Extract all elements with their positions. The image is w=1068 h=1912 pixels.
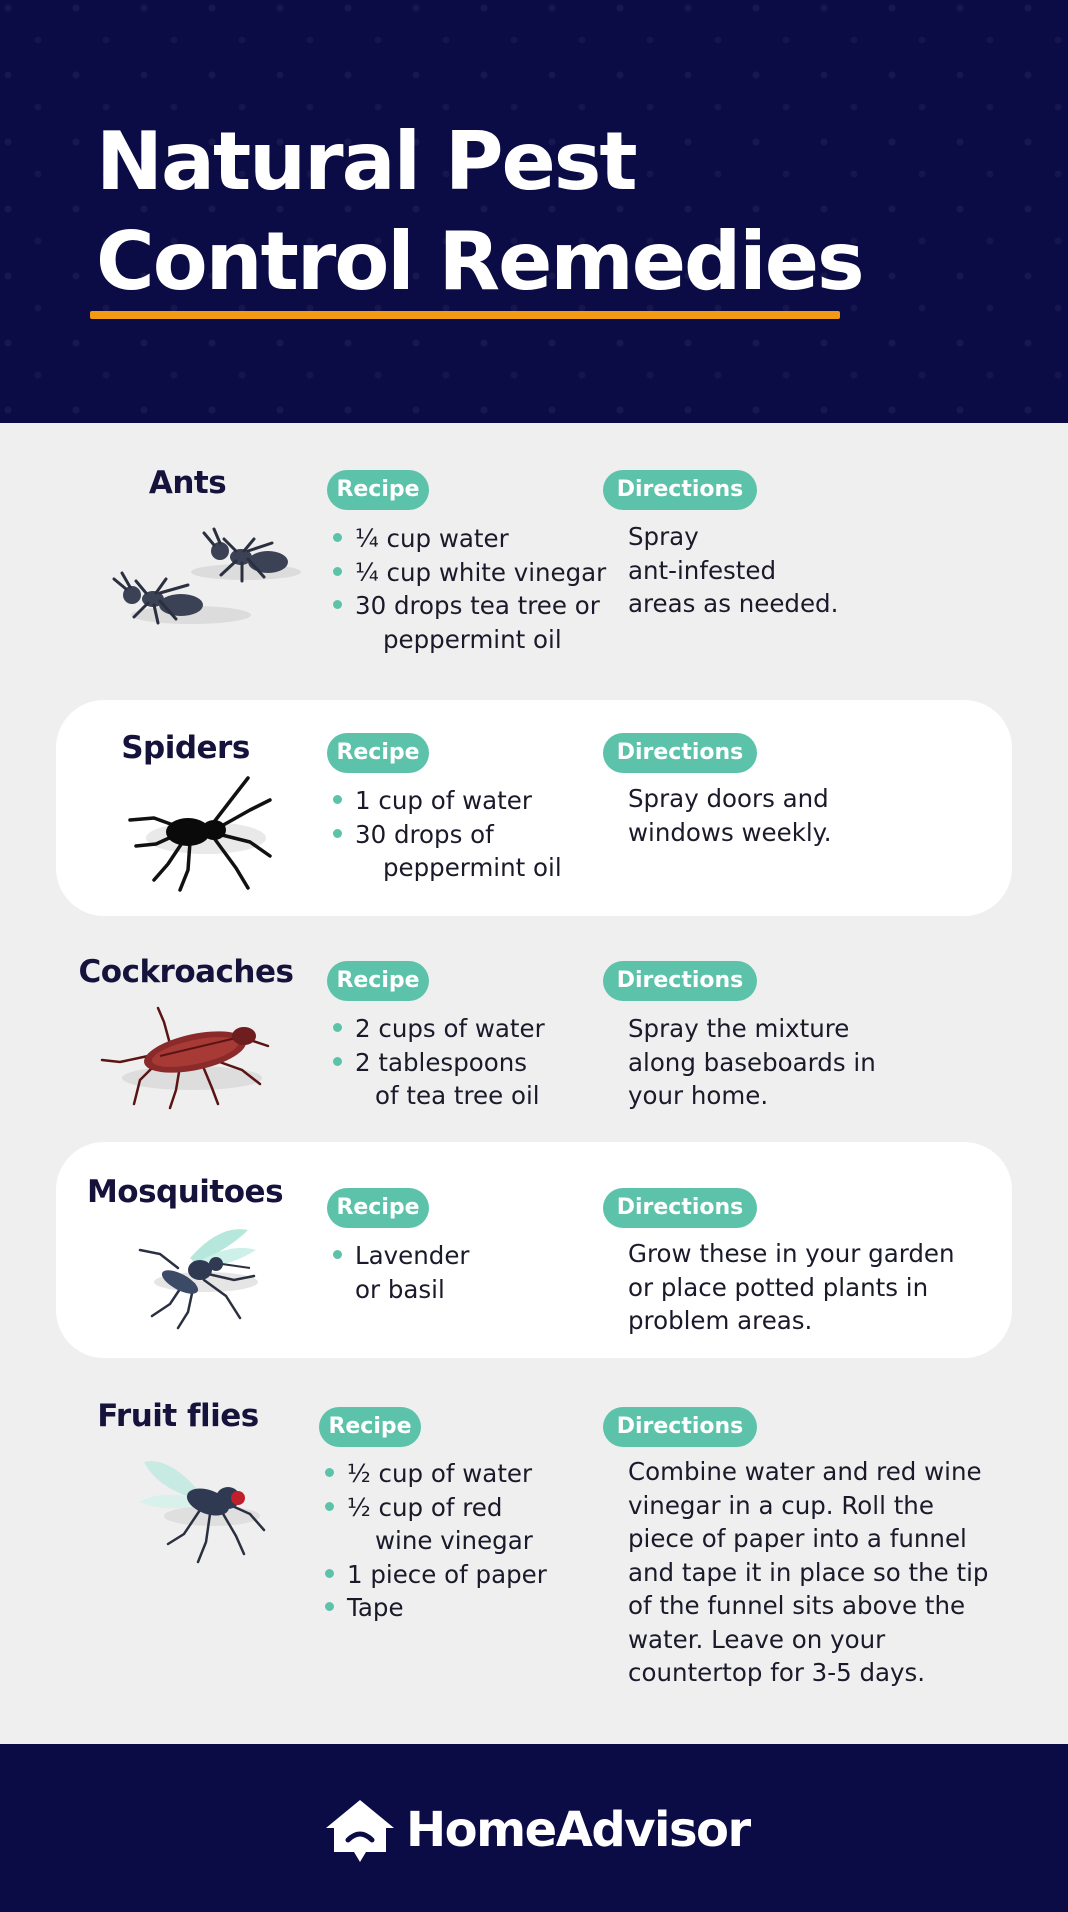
footer — [0, 1744, 1068, 1912]
list-item: 1 cup of water — [330, 784, 562, 818]
section-cockroaches — [0, 916, 1068, 1142]
recipe-label-ants: Recipe — [327, 470, 429, 510]
pest-name-ants: Ants — [148, 465, 227, 501]
recipe-label-spiders: Recipe — [327, 733, 429, 773]
recipe-label-mosquitoes: Recipe — [327, 1188, 429, 1228]
list-item: Tape — [322, 1591, 547, 1625]
list-item: 2 tablespoons — [330, 1046, 545, 1080]
directions-text-cockroaches: Spray the mixture along baseboards in your home. — [628, 1014, 876, 1110]
directions-label-cockroaches: Directions — [603, 961, 757, 1001]
header-banner — [0, 0, 1068, 423]
directions-text-ants: Spray ant-infested areas as needed. — [628, 522, 839, 618]
list-item: 30 drops of — [330, 818, 562, 852]
fruit-fly-icon — [138, 1450, 278, 1570]
page-title-line-1: Natural Pest — [96, 115, 636, 208]
recipe-label-cockroaches: Recipe — [327, 961, 429, 1001]
recipe-list-fruit-flies — [322, 1457, 547, 1625]
list-item: wine vinegar — [375, 1526, 533, 1555]
directions-text-spiders: Spray doors and windows weekly. — [628, 784, 832, 847]
pest-name-mosquitoes: Mosquitoes — [86, 1174, 284, 1210]
spider-icon — [126, 772, 286, 892]
section-mosquitoes — [0, 1142, 1068, 1358]
brand-name: HomeAdvisor — [406, 1802, 750, 1858]
list-item: 30 drops tea tree or — [330, 589, 606, 623]
directions-label-fruit-flies: Directions — [603, 1407, 757, 1447]
list-item: of tea tree oil — [375, 1081, 540, 1110]
list-item: ¼ cup water — [330, 522, 606, 556]
list-item: ½ cup of red — [322, 1491, 547, 1525]
cockroach-icon — [100, 1004, 280, 1114]
list-item: peppermint oil — [383, 624, 562, 654]
directions-text-fruit-flies: Combine water and red wine vinegar in a cup. Roll the piece of paper into a funnel and tape it in place so the tip of the funnel sits above the water. Leave on your countertop for 3-5 days. — [628, 1457, 989, 1687]
directions-text-mosquitoes: Grow these in your garden or place potted plants in problem areas. — [628, 1239, 955, 1335]
list-item: 2 cups of water — [330, 1012, 545, 1046]
section-fruit-flies — [0, 1358, 1068, 1744]
directions-label-ants: Directions — [603, 470, 757, 510]
list-item: ¼ cup white vinegar — [330, 556, 606, 590]
directions-label-spiders: Directions — [603, 733, 757, 773]
recipe-list-ants — [330, 522, 606, 656]
title-underline — [90, 311, 840, 319]
page-title-line-2: Control Remedies — [96, 215, 863, 308]
recipe-list-cockroaches — [330, 1012, 545, 1113]
recipe-list-mosquitoes — [330, 1239, 469, 1306]
recipe-label-fruit-flies: Recipe — [319, 1407, 421, 1447]
pest-name-spiders: Spiders — [121, 730, 250, 766]
list-item: 1 piece of paper — [322, 1558, 547, 1592]
pest-name-cockroaches: Cockroaches — [78, 954, 294, 990]
pest-name-fruit-flies: Fruit flies — [97, 1398, 259, 1434]
list-item: Lavender — [330, 1239, 469, 1273]
section-spiders — [0, 700, 1068, 916]
list-item: or basil — [355, 1274, 445, 1304]
ant-icon — [96, 515, 316, 635]
section-ants — [0, 423, 1068, 700]
list-item: ½ cup of water — [322, 1457, 547, 1491]
list-item: peppermint oil — [383, 853, 562, 882]
house-logo-icon — [320, 1796, 400, 1866]
mosquito-icon — [130, 1224, 270, 1334]
recipe-list-spiders — [330, 784, 562, 885]
directions-label-mosquitoes: Directions — [603, 1188, 757, 1228]
